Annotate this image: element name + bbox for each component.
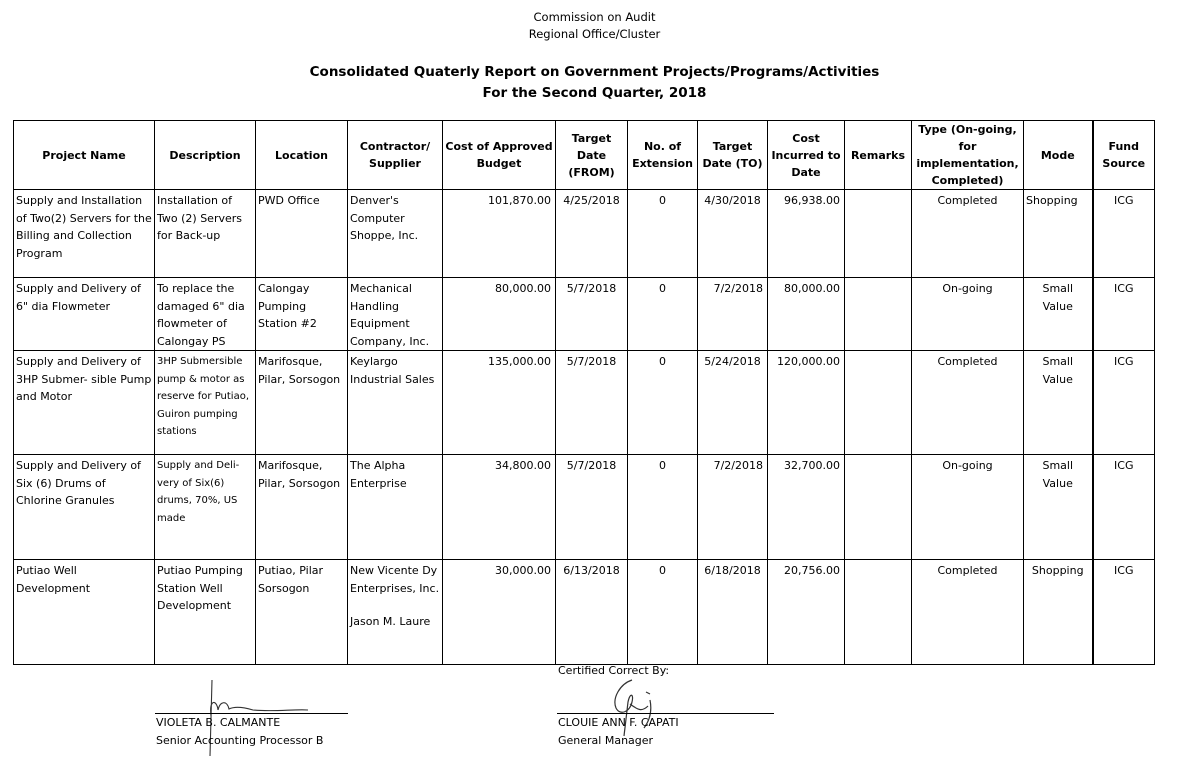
certified-by-name: CLOUIE ANN F. CAPATI xyxy=(558,716,679,729)
col-cost-incurred: Cost Incurred to Date xyxy=(768,121,845,190)
table-row xyxy=(14,190,1155,278)
description-cell: 3HP Submersible pump & motor as reserve for Putiao, Guiron pumping stations xyxy=(155,351,256,455)
extension-cell: 0 xyxy=(628,560,698,665)
description-cell: To replace the damaged 6" dia flowmeter of Calongay PS xyxy=(155,278,256,351)
project-name-cell: Supply and Delivery of Six (6) Drums of Chlorine Granules xyxy=(14,455,155,560)
location-cell: Putiao, Pilar Sorsogon xyxy=(256,560,348,665)
table-row xyxy=(14,560,1155,665)
col-description: Description xyxy=(155,121,256,190)
projects-table xyxy=(13,120,1155,665)
location-cell: Marifosque, Pilar, Sorsogon xyxy=(256,455,348,560)
remarks-cell xyxy=(845,351,912,455)
description-cell: Supply and Deli- very of Six(6) drums, 70%, US made xyxy=(155,455,256,560)
mode-cell: Shopping xyxy=(1024,190,1093,278)
report-title: Consolidated Quaterly Report on Government Projects/Programs/Activities xyxy=(309,64,880,80)
target-to-cell: 6/18/2018 xyxy=(698,560,768,665)
budget-cell: 135,000.00 xyxy=(443,351,556,455)
contractor-cell: Keylargo Industrial Sales xyxy=(348,351,443,455)
certified-by-block xyxy=(558,714,679,750)
remarks-cell xyxy=(845,560,912,665)
col-location: Location xyxy=(256,121,348,190)
target-to-cell: 7/2/2018 xyxy=(698,455,768,560)
cost-incurred-cell: 32,700.00 xyxy=(768,455,845,560)
col-fund-source: Fund Source xyxy=(1093,121,1155,190)
table-row xyxy=(14,455,1155,560)
col-mode: Mode xyxy=(1024,121,1093,190)
prepared-by-name: VIOLETA B. CALMANTE xyxy=(156,716,281,729)
target-from-cell: 4/25/2018 xyxy=(556,190,628,278)
table-header-row xyxy=(14,121,1155,190)
cost-incurred-cell: 96,938.00 xyxy=(768,190,845,278)
project-name-cell: Supply and Delivery of 3HP Submer- sible Pump and Motor xyxy=(14,351,155,455)
location-cell: PWD Office xyxy=(256,190,348,278)
fund-source-cell: ICG xyxy=(1093,560,1155,665)
target-from-cell: 6/13/2018 xyxy=(556,560,628,665)
col-project-name: Project Name xyxy=(14,121,155,190)
extension-cell: 0 xyxy=(628,455,698,560)
fund-source-cell: ICG xyxy=(1093,455,1155,560)
contractor-cell: The Alpha Enterprise xyxy=(348,455,443,560)
report-subtitle: For the Second Quarter, 2018 xyxy=(482,85,707,101)
extension-cell: 0 xyxy=(628,351,698,455)
col-contractor: Contractor/ Supplier xyxy=(348,121,443,190)
cost-incurred-cell: 120,000.00 xyxy=(768,351,845,455)
remarks-cell xyxy=(845,278,912,351)
prepared-by-position: Senior Accounting Processor B xyxy=(156,734,324,747)
mode-cell: Shopping xyxy=(1024,560,1093,665)
col-remarks: Remarks xyxy=(845,121,912,190)
project-name-cell: Supply and Installation of Two(2) Servers for the Billing and Collection Program xyxy=(14,190,155,278)
cost-incurred-cell: 20,756.00 xyxy=(768,560,845,665)
fund-source-cell: ICG xyxy=(1093,278,1155,351)
contractor-name: New Vicente Dy Enterprises, Inc. xyxy=(350,564,440,595)
fund-source-cell: ICG xyxy=(1093,351,1155,455)
project-name-cell: Putiao Well Development xyxy=(14,560,155,665)
table-row xyxy=(14,278,1155,351)
location-cell: Marifosque, Pilar, Sorsogon xyxy=(256,351,348,455)
table-row xyxy=(14,351,1155,455)
target-from-cell: 5/7/2018 xyxy=(556,351,628,455)
mode-cell: Small Value xyxy=(1024,455,1093,560)
mode-cell: Small Value xyxy=(1024,351,1093,455)
mode-cell: Small Value xyxy=(1024,278,1093,351)
project-name-cell: Supply and Delivery of 6" dia Flowmeter xyxy=(14,278,155,351)
type-cell: Completed xyxy=(912,560,1024,665)
budget-cell: 30,000.00 xyxy=(443,560,556,665)
location-cell: Calongay Pumping Station #2 xyxy=(256,278,348,351)
description-cell: Putiao Pumping Station Well Development xyxy=(155,560,256,665)
target-to-cell: 7/2/2018 xyxy=(698,278,768,351)
budget-cell: 80,000.00 xyxy=(443,278,556,351)
contractor-cell: Mechanical Handling Equipment Company, Inc. xyxy=(348,278,443,351)
budget-cell: 34,800.00 xyxy=(443,455,556,560)
col-target-from: Target Date (FROM) xyxy=(556,121,628,190)
contractor-cell: Denver's Computer Shoppe, Inc. xyxy=(348,190,443,278)
target-to-cell: 5/24/2018 xyxy=(698,351,768,455)
contractor-cell xyxy=(348,560,443,665)
fund-source-cell: ICG xyxy=(1093,190,1155,278)
col-type: Type (On-going, for implementation, Completed) xyxy=(912,121,1024,190)
type-cell: On-going xyxy=(912,455,1024,560)
type-cell: Completed xyxy=(912,351,1024,455)
target-to-cell: 4/30/2018 xyxy=(698,190,768,278)
col-target-to: Target Date (TO) xyxy=(698,121,768,190)
extension-cell: 0 xyxy=(628,278,698,351)
prepared-by-block xyxy=(156,714,323,750)
extension-cell: 0 xyxy=(628,190,698,278)
contractor-note: Jason M. Laure xyxy=(350,615,431,628)
col-budget: Cost of Approved Budget xyxy=(443,121,556,190)
certified-correct-label: Certified Correct By: xyxy=(558,664,670,677)
type-cell: Completed xyxy=(912,190,1024,278)
report-title-block xyxy=(0,62,1189,104)
description-cell: Installation of Two (2) Servers for Back-up xyxy=(155,190,256,278)
budget-cell: 101,870.00 xyxy=(443,190,556,278)
col-extension: No. of Extension xyxy=(628,121,698,190)
office-name: Regional Office/Cluster xyxy=(528,27,661,41)
report-header xyxy=(0,9,1189,43)
agency-name: Commission on Audit xyxy=(533,10,656,24)
target-from-cell: 5/7/2018 xyxy=(556,455,628,560)
remarks-cell xyxy=(845,455,912,560)
remarks-cell xyxy=(845,190,912,278)
target-from-cell: 5/7/2018 xyxy=(556,278,628,351)
certified-by-position: General Manager xyxy=(558,734,654,747)
type-cell: On-going xyxy=(912,278,1024,351)
cost-incurred-cell: 80,000.00 xyxy=(768,278,845,351)
